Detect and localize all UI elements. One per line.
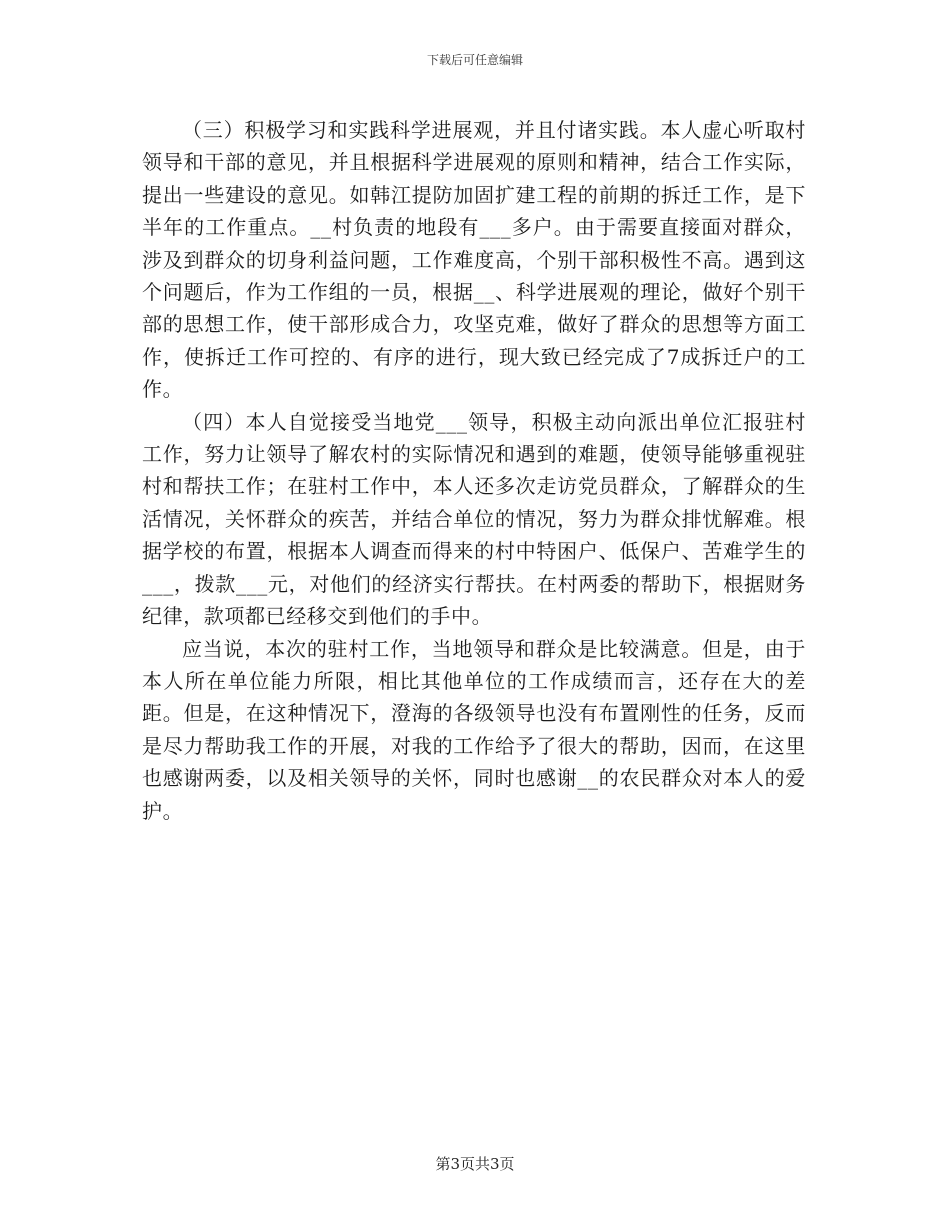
page-header: 下载后可任意编辑 xyxy=(426,53,523,67)
page-number: 第3页共3页 xyxy=(435,1155,515,1173)
paragraph-conclusion: 应当说，本次的驻村工作，当地领导和群众是比较满意。但是，由于本人所在单位能力所限，相比其他单位的工作成绩而言，还存在大的差距。但是，在这种情况下，澄海的各级领导也没有布置刚性的任务，反而是尽力帮助我工作的开展，对我的工作给予了很大的帮助，因而，在这里也感谢两委，以及相关领导的关怀，同时也感谢__的农民群众对本人的爱护。 xyxy=(142,636,806,823)
paragraph-three: （三）积极学习和实践科学进展观，并且付诸实践。本人虚心听取村领导和干部的意见，并且根据科学进展观的原则和精神，结合工作实际，提出一些建设的意见。如韩江提防加固扩建工程的前期的拆迁工作，是下半年的工作重点。__村负责的地段有___多户。由于需要直接面对群众，涉及到群众的切身利益问题，工作难度高，个别干部积极性不高。遇到这个问题后，作为工作组的一员，根据__、科学进展观的理论，做好个别干部的思想工作，使干部形成合力，攻坚克难，做好了群众的思想等方面工作，使拆迁工作可控的、有序的进行，现大致已经完成了7成拆迁户的工作。 xyxy=(142,118,806,402)
paragraph-four: （四）本人自觉接受当地党___领导，积极主动向派出单位汇报驻村工作，努力让领导了解农村的实际情况和遇到的难题，使领导能够重视驻村和帮扶工作；在驻村工作中，本人还多次走访党员群众，了解群众的生活情况，关怀群众的疾苦，并结合单位的情况，努力为群众排忧解难。根据学校的布置，根据本人调查而得来的村中特困户、低保户、苦难学生的___，拨款___元，对他们的经济实行帮扶。在村两委的帮助下，根据财务纪律，款项都已经移交到他们的手中。 xyxy=(142,409,806,629)
document-body xyxy=(142,114,806,827)
